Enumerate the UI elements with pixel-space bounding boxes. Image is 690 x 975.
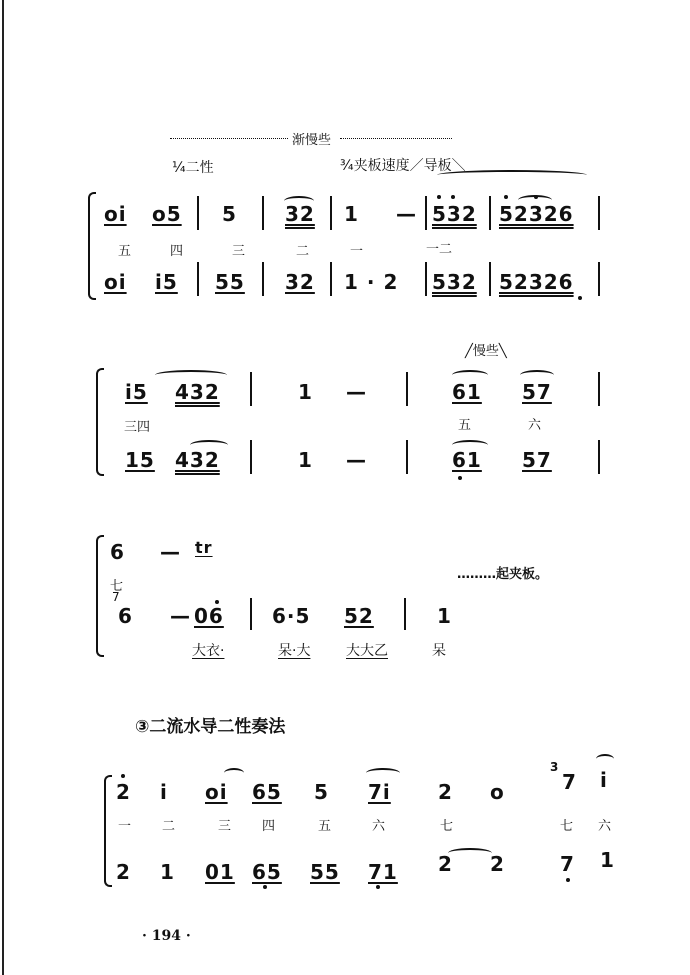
system-brace <box>104 775 112 887</box>
grace-note: 3 <box>550 760 559 774</box>
note-group: 15 <box>125 448 155 472</box>
octave-dot-low <box>458 476 462 480</box>
note: 1 <box>344 202 359 226</box>
fingering-char: 二 <box>296 244 310 259</box>
fingering-char: 六 <box>528 418 542 433</box>
note-group: 432 <box>175 448 220 472</box>
barline <box>250 372 252 406</box>
octave-dot <box>121 774 125 778</box>
grace-note: 7 <box>112 590 120 604</box>
note-group: 1 · 2 <box>344 270 399 294</box>
note-group: i5 <box>125 380 148 404</box>
dotted-leader-right <box>340 138 452 139</box>
note: 7 <box>560 852 575 876</box>
system-brace <box>96 535 104 657</box>
note-group: 71 <box>368 860 398 884</box>
note-group: 52326 <box>499 202 574 226</box>
system-brace <box>96 368 104 476</box>
note: 1 <box>600 848 615 872</box>
fingering-char: 一 <box>350 244 364 259</box>
barline <box>197 196 199 230</box>
note: 5 <box>314 780 329 804</box>
note-group: 57 <box>522 448 552 472</box>
tempo-marking: 渐慢些 <box>292 133 332 148</box>
note-group: 57 <box>522 380 552 404</box>
barline <box>197 262 199 296</box>
note: 5 <box>222 202 237 226</box>
note-group: 52 <box>344 604 374 628</box>
fingering-char: 五 <box>318 819 332 834</box>
barline <box>598 196 600 230</box>
note-group: oi <box>104 202 127 226</box>
percussion-syllables: 大衣· <box>192 643 225 659</box>
note-group: 61 <box>452 380 482 404</box>
slur-arc <box>452 370 488 380</box>
octave-dot-low <box>578 296 582 300</box>
rest-dash: — <box>160 540 181 564</box>
meter-marking-1: ¼二性 <box>172 160 214 176</box>
section-heading: ③二流水导二性奏法 <box>135 717 286 737</box>
fingering-char: 二 <box>162 819 176 834</box>
octave-dot <box>451 195 455 199</box>
note-group: 52326 <box>499 270 574 294</box>
note: 7 <box>562 770 577 794</box>
percussion-syllables: 大大乙 <box>346 643 388 659</box>
octave-dot <box>437 195 441 199</box>
note-group: 61 <box>452 448 482 472</box>
barline <box>598 372 600 406</box>
note: o <box>490 780 505 804</box>
note: 1 <box>298 448 313 472</box>
note: 2 <box>490 852 505 876</box>
barline <box>404 598 406 630</box>
note: 2 <box>116 780 131 804</box>
barline <box>330 262 332 296</box>
note: 2 <box>438 780 453 804</box>
barline <box>598 262 600 296</box>
system-brace <box>88 192 96 300</box>
rest-dash: — <box>346 380 367 404</box>
octave-dot <box>504 195 508 199</box>
fingering-char: 七 <box>110 579 124 594</box>
percussion-syllables: 呆 <box>432 643 446 659</box>
note-group: 532 <box>432 270 477 294</box>
slur-arc <box>520 370 554 380</box>
note-group: oi <box>205 780 228 804</box>
note-group: oi <box>104 270 127 294</box>
cue-text: ………起夹板。 <box>457 567 549 582</box>
note-group: 65 <box>252 780 282 804</box>
trill-mark: tr <box>195 538 213 557</box>
fingering-char: 六 <box>372 819 386 834</box>
barline <box>598 440 600 474</box>
barline <box>330 196 332 230</box>
note: 6 <box>118 604 133 628</box>
note-group: 32 <box>285 202 315 226</box>
note-group: 432 <box>175 380 220 404</box>
note: 2 <box>438 852 453 876</box>
note: 2 <box>116 860 131 884</box>
octave-dot-low <box>263 885 267 889</box>
fingering-char: 一 <box>118 819 132 834</box>
fingering-char: 一二 <box>426 242 453 257</box>
note-group: 55 <box>310 860 340 884</box>
percussion-syllables: 呆·大 <box>278 643 311 659</box>
barline <box>406 372 408 406</box>
fingering-char: 四 <box>170 244 184 259</box>
note-group: 06 <box>194 604 224 628</box>
tie-arc <box>448 848 492 858</box>
rest-dash: — <box>346 448 367 472</box>
rest-dash: — <box>396 202 417 226</box>
note-group: 65 <box>252 860 282 884</box>
note-group: 01 <box>205 860 235 884</box>
barline <box>406 440 408 474</box>
fingering-char: 三 <box>218 819 232 834</box>
barline <box>250 598 252 630</box>
octave-dot-low <box>566 878 570 882</box>
fingering-char: 四 <box>262 819 276 834</box>
barline <box>425 196 427 230</box>
barline <box>262 196 264 230</box>
tie-arc <box>437 170 587 180</box>
tempo-marking: ╱慢些╲ <box>465 344 507 359</box>
dotted-leader-left <box>170 138 288 139</box>
fingering-char: 五 <box>118 244 132 259</box>
octave-dot-low <box>376 885 380 889</box>
rest-dash: — <box>170 604 191 628</box>
note-group: 7i <box>368 780 391 804</box>
note-group: i5 <box>155 270 178 294</box>
fingering-char: 五 <box>458 418 472 433</box>
barline <box>489 262 491 296</box>
note: i <box>600 768 608 792</box>
fingering-char: 三四 <box>124 420 151 435</box>
note-group: 55 <box>215 270 245 294</box>
barline <box>262 262 264 296</box>
fermata-note: 6 <box>110 540 125 564</box>
fingering-char: 三 <box>232 244 246 259</box>
fingering-char: 七 <box>440 819 454 834</box>
note-group: 6·5 <box>272 604 311 628</box>
octave-dot <box>215 600 219 604</box>
note: 1 <box>298 380 313 404</box>
tie-arc <box>224 768 244 778</box>
page-margin-line <box>2 0 4 975</box>
slur-arc <box>155 370 227 380</box>
note-group: o5 <box>152 202 182 226</box>
fingering-char: 六 <box>598 819 612 834</box>
barline <box>489 196 491 230</box>
barline <box>250 440 252 474</box>
meter-marking-2: ¾夹板速度／导板＼ <box>340 158 466 174</box>
note: 1 <box>437 604 452 628</box>
note-group: 532 <box>432 202 477 226</box>
note: 1 <box>160 860 175 884</box>
note-group: 32 <box>285 270 315 294</box>
page-number: · 194 · <box>142 928 191 944</box>
note: i <box>160 780 168 804</box>
barline <box>425 262 427 296</box>
slur-arc <box>366 768 400 778</box>
tie-arc <box>596 754 614 764</box>
fingering-char: 七 <box>560 819 574 834</box>
